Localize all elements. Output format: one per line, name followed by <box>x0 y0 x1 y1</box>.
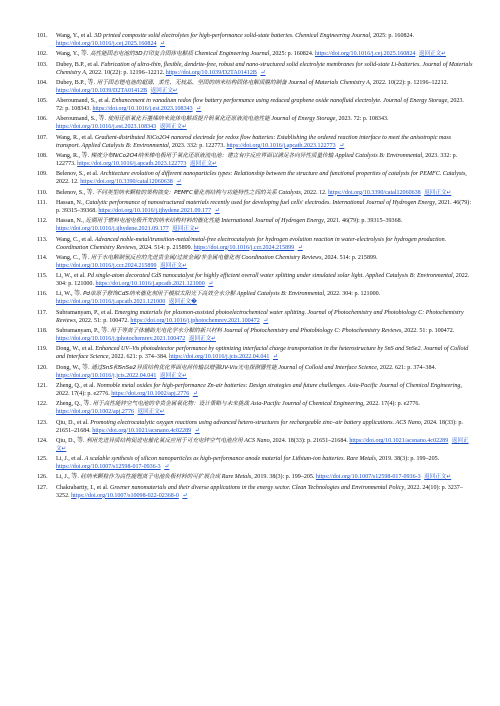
doi-link[interactable]: https://doi.org/10.3390/catal12060638 <box>80 179 173 186</box>
reference-journal: Journal of Energy Storage <box>271 116 336 123</box>
reference-details: , 2022. 51: p. 100472. <box>401 328 455 335</box>
reference-number: 110. <box>37 189 48 196</box>
reference-authors: Dong, W., et al. <box>56 346 94 353</box>
doi-link[interactable]: https://doi.org/10.1016/j.cej.2025.160824 <box>56 41 157 47</box>
reference-number: 116. <box>37 291 48 298</box>
reference-title: 用于等离子体辅助光电化学水分解的新兴材料 <box>110 328 223 335</box>
reference-title: 使用还原氧化石墨烯纳米流体电解质提升钒氧化还原液流电池性能 <box>107 116 270 123</box>
reference-title: Enhanced UV–Vis photodetector performance by optimizing interfacial charge transportation in the heterostructure by SnS and SnSe2. <box>95 346 423 353</box>
reference-authors: Hassan, N., <box>56 218 84 225</box>
reference-details: , 2022. 10(22): p. 12196–12212. <box>369 79 449 86</box>
reference-journal: Journal of Energy Storage <box>383 98 448 105</box>
reference-journal: Clean Technologies and Environmental Policy <box>291 484 405 491</box>
reference-authors: Wang, R., 等. <box>56 153 90 160</box>
reference-title: Emerging materials for plasmon-assisted photoelectrochemical water splitting. <box>114 309 306 316</box>
reference-title: Catalytic performance of nanostructured materials recently used for developing fuel cells' electrodes. <box>85 199 331 206</box>
reference-entry <box>37 437 473 453</box>
return-to-text-link[interactable]: ↵ <box>339 142 345 149</box>
reference-entry <box>37 484 473 500</box>
doi-link[interactable]: https://doi.org/10.1039/D2TA01412B <box>165 69 257 76</box>
doi-link[interactable]: https://doi.org/10.1016/j.apcatb.2021.121000 <box>56 299 166 306</box>
return-to-text-link[interactable]: ↵ <box>260 69 266 76</box>
reference-details: , 2022. 51: p. 100472. <box>75 317 129 324</box>
return-to-text-link[interactable]: ↵ <box>263 317 269 324</box>
reference-number: 101. <box>37 33 48 39</box>
reference-entry <box>37 217 473 233</box>
reference-authors: Li, J., 等. <box>56 474 79 481</box>
reference-details: , 2019. 38(3): p. 199–205. <box>375 456 440 463</box>
return-to-text-link[interactable]: ↵ <box>297 244 303 251</box>
reference-details: , 2022. 17(4): p. e2776. <box>363 401 420 408</box>
doi-link[interactable]: https://doi.org/10.1007/s12598-017-0936-3 <box>315 474 421 481</box>
return-to-text-link[interactable]: 返回正文↵ <box>137 409 165 416</box>
reference-number: 123. <box>37 419 48 426</box>
return-to-text-link[interactable]: ↵ <box>272 354 278 361</box>
reference-authors: Wang, R., et al. <box>56 134 94 141</box>
reference-number: 117. <box>37 309 48 316</box>
doi-link[interactable]: https://doi.org/10.1016/j.jcis.2022.04.041 <box>56 372 157 379</box>
reference-number: 127. <box>37 484 48 491</box>
return-to-text-link[interactable]: 返回正文↵ <box>189 161 217 168</box>
return-to-text-link[interactable]: 返回正文� <box>168 299 197 306</box>
return-to-text-link[interactable]: ↵ <box>208 281 214 288</box>
reference-details: , 2024. 514: p. 215899. <box>136 244 193 251</box>
reference-entry <box>37 61 473 77</box>
reference-entry <box>37 79 473 95</box>
reference-title: 3D printed composite solid electrolytes for high-performance solid-state batteries. <box>94 33 294 39</box>
reference-entry <box>37 364 473 380</box>
reference-authors: Chakrabartty, I., et al. <box>56 484 109 491</box>
return-to-text-link[interactable]: 返回正文↵ <box>424 474 452 481</box>
doi-link[interactable]: https://doi.org/10.1021/acsnano.4c02289 <box>92 427 192 434</box>
return-to-text-link[interactable]: ↵ <box>214 207 220 214</box>
reference-entry <box>37 382 473 398</box>
reference-journal: Applied Catalysis B: Environmental <box>81 142 169 149</box>
reference-authors: Li, W., 等. <box>56 291 82 298</box>
reference-number: 104. <box>37 79 48 86</box>
doi-link[interactable]: https://doi.org/10.1016/j.apcatb.2023.122773 <box>77 161 187 168</box>
return-to-text-link[interactable]: ↵ <box>194 427 200 434</box>
reference-number: 126. <box>37 474 48 481</box>
reference-journal: Coordination Chemistry Reviews <box>241 254 322 261</box>
doi-link[interactable]: https://doi.org/10.1016/j.est.2023.108343 <box>56 124 157 131</box>
reference-title: A scalable synthesis of silicon nanoparticles as high-performance anode material for Lithium-ion batteries. <box>84 456 345 463</box>
reference-title: 通过SnS和SnSe2异质结构优化界面电荷传输以增强UV-Vis光电探测器性能 <box>91 364 277 371</box>
reference-entry <box>37 419 473 435</box>
doi-link[interactable]: https://doi.org/10.1016/j.apcatb.2023.122773 <box>226 142 336 149</box>
reference-details: , 2022. 621: p. 374–384. <box>376 364 437 371</box>
doi-link[interactable]: https://doi.org/10.1016/j.ccr.2024.215899 <box>193 244 295 251</box>
doi-link[interactable]: https://doi.org/10.1002/apj.2776 <box>56 409 134 416</box>
reference-title: 用于水电解制氢反应的先进贵金属/过渡金属/非金属电催化剂 <box>90 254 240 261</box>
doi-link[interactable]: https://doi.org/10.1021/acsnano.4c02289 <box>349 437 449 444</box>
reference-authors: Belenov, S., et al. <box>56 171 99 178</box>
return-to-text-link[interactable]: 返回正文↵ <box>160 262 188 269</box>
reference-details: , 2022. 17(4): p. e2776. <box>56 382 462 397</box>
reference-journal: Asia-Pacific Journal of Chemical Engineering <box>347 382 461 389</box>
reference-journal: International Journal of Hydrogen Energy <box>221 218 324 225</box>
reference-journal: International Journal of Hydrogen Energy <box>332 199 436 206</box>
doi-link[interactable]: https://doi.org/10.1016/j.ccr.2024.215899 <box>56 262 157 269</box>
reference-entry <box>37 272 473 288</box>
reference-journal: ACS Nano <box>244 437 270 444</box>
reference-details: , 2021. 46(79): p. 39315–39368. <box>323 218 403 225</box>
reference-title: Gradient-distributed NiCo2O4 nanorod electrode for redox flow batteries: Establishing the ordered reaction interface to meet the anisotropic mass transport. <box>56 134 452 149</box>
reference-authors: Aberoumand, S., 等. <box>56 116 107 123</box>
reference-authors: Zheng, Q., 等. <box>56 401 91 408</box>
reference-journal: Rare Metals <box>346 456 376 463</box>
reference-authors: Hassan, N., <box>56 199 84 206</box>
doi-link[interactable]: https://doi.org/10.1016/j.jcis.2022.04.041 <box>169 354 270 361</box>
reference-title: Nonnoble metal oxides for high-performance Zn-air batteries: Design strategies and future challenges. <box>96 382 347 389</box>
reference-entry <box>37 473 473 481</box>
doi-link[interactable]: https://doi.org/10.1039/D2TA01412B <box>56 87 148 94</box>
reference-title: 用于固态锂电池的超薄、柔性、无枝晶、坚固的纳米结构固体电解质膜的制备 <box>96 79 287 86</box>
reference-entry <box>37 254 473 270</box>
reference-details: , 2025: p. 160824. <box>370 33 415 39</box>
doi-link[interactable]: https://doi.org/10.1016/j.jphotochemrev.2021.100472 <box>130 317 260 324</box>
reference-number: 118. <box>37 328 48 335</box>
return-to-text-link[interactable]: 返回正文↵ <box>159 372 187 379</box>
reference-journal: Journal of Materials Chemistry A <box>56 61 473 76</box>
reference-authors: Li, J., et al. <box>56 456 84 463</box>
return-to-text-link[interactable]: 返回正文↵ <box>150 87 178 94</box>
reference-journal: Journal of Photochemistry and Photobiology C: Photochemistry Reviews <box>56 309 464 324</box>
reference-authors: Zheng, Q., et al. <box>56 382 96 389</box>
reference-entry <box>37 170 473 186</box>
reference-journal: Applied Catalysis B: Environmental <box>334 153 423 160</box>
reference-details: , 2021. 46(79): p. 39315–39368. <box>56 199 472 214</box>
reference-journal: Chemical Engineering Journal <box>194 51 270 58</box>
reference-details: , 2022. 304: p. 121000. <box>324 291 381 298</box>
return-to-text-link[interactable]: 返回正文↵ <box>172 226 200 233</box>
reference-number: 120. <box>37 364 48 371</box>
return-to-text-link[interactable]: ↵ <box>176 179 182 186</box>
reference-number: 122. <box>37 401 48 408</box>
reference-journal: Rare Metals <box>221 474 252 481</box>
reference-journal: Asia-Pacific Journal of Chemical Engineering <box>250 401 364 408</box>
reference-list <box>37 32 473 500</box>
reference-number: 105. <box>37 98 48 105</box>
reference-authors: Dubey, B.P., et al. <box>56 61 100 68</box>
reference-details: , 2025: p. 160824. <box>269 51 314 58</box>
reference-details: , 2024. 18(33): p. 21651–21684. <box>56 419 463 434</box>
reference-number: 119. <box>37 346 48 353</box>
reference-entry <box>37 236 473 252</box>
reference-authors: Subramanyam, P., et al. <box>56 309 113 316</box>
reference-title: 利用先进异质结构促进电催化氧反应用于可充电锌空气电池应用 <box>86 437 243 444</box>
reference-entry <box>37 134 473 150</box>
reference-entry <box>37 115 473 131</box>
reference-details: , 2022. 24(10): p. 3237–3252. <box>56 484 463 499</box>
reference-number: 107. <box>37 134 48 141</box>
doi-link[interactable]: https://doi.org/10.1016/j.apcatb.2021.121000 <box>95 281 205 288</box>
reference-number: 114. <box>37 254 48 261</box>
reference-entry <box>37 327 473 343</box>
reference-authors: Dubey, B.P., 等. <box>56 79 96 86</box>
return-to-text-link[interactable]: 返回正文↵ <box>56 437 469 452</box>
doi-link[interactable]: https://doi.org/10.1007/s12598-017-0936-3 <box>56 464 161 471</box>
reference-title: 高性能固态电池的3D打印复合固体电解质 <box>89 51 193 58</box>
reference-authors: Qiu, D., 等. <box>56 437 85 444</box>
reference-number: 112. <box>37 218 48 225</box>
reference-journal: Coordination Chemistry Reviews <box>56 244 137 251</box>
reference-authors: Wang, Y., et al. <box>56 33 93 39</box>
return-to-text-link[interactable]: 返回正文↵ <box>188 336 216 343</box>
doi-link[interactable]: https://doi.org/10.1016/j.jphotochemrev.2021.100472 <box>56 336 186 343</box>
reference-title: Enhancement in vanadium redox flow battery performance using reduced graphene oxide nanofluid electrolyte. <box>111 98 382 105</box>
reference-details: , 2022. 12. <box>300 189 327 196</box>
reference-title: Architecture evolution of different nanoparticles types: Relationship between the structure and functional properties of catalysts for PEMFC. <box>99 171 442 178</box>
reference-entry <box>37 400 473 416</box>
reference-details: , 2022. 304: p. 121000. <box>56 273 470 288</box>
reference-journal: Catalysts <box>442 171 466 178</box>
reference-details: , 2022. 12. <box>56 171 467 186</box>
doi-link[interactable]: https://doi.org/10.1007/s10098-022-02368-0 <box>71 492 179 499</box>
reference-authors: Aberoumand, S., et al. <box>56 98 111 105</box>
reference-number: 113. <box>37 236 48 243</box>
reference-number: 103. <box>37 61 48 68</box>
reference-authors: Subramanyam, P., 等. <box>56 328 109 335</box>
reference-journal: Journal of Colloid and Interface Science <box>56 346 469 361</box>
reference-title: 硅纳米颗粒作为高性能锂离子电池负极材料的可扩展合成 <box>80 474 221 481</box>
doi-link[interactable]: https://doi.org/10.1002/apj.2776 <box>111 390 190 397</box>
reference-journal: Catalysts <box>278 189 301 196</box>
reference-entry <box>37 32 473 48</box>
reference-title: Pd单原子修饰CdS纳米催化剂用于模拟太阳光下高效全水分解 <box>83 291 236 298</box>
reference-journal: ACS Nano <box>395 419 421 426</box>
reference-title: 用于高性能锌空气电池的非贵金属氧化物：设计策略与未来挑战 <box>92 401 250 408</box>
doi-link[interactable]: https://doi.org/10.1016/j.est.2023.108343 <box>92 106 193 113</box>
return-to-text-link[interactable]: 返回正文↵ <box>159 124 187 131</box>
doi-link[interactable]: https://doi.org/10.3390/catal12060638 <box>328 189 421 196</box>
reference-journal: Journal of Colloid and Interface Science <box>278 364 377 371</box>
reference-entry <box>37 97 473 113</box>
return-to-text-link[interactable]: ↵ <box>182 492 188 499</box>
reference-authors: Wang, Y., 等. <box>56 51 89 58</box>
reference-journal: Journal of Photochemistry and Photobiology C: Photochemistry Reviews <box>223 328 402 335</box>
reference-entry <box>37 189 473 197</box>
reference-entry <box>37 152 473 168</box>
reference-title: 梯度分布NiCo2O4纳米棒电极用于氧化还原液流电池：建立有序反应界面以满足各向异性质量传输 <box>90 153 334 160</box>
reference-details: , 2023. 332: p. 122773. <box>168 142 225 149</box>
reference-journal: Journal of Materials Chemistry A <box>288 79 370 86</box>
reference-entry <box>37 309 473 325</box>
reference-authors: Wang, C., 等. <box>56 254 90 261</box>
reference-number: 102. <box>37 51 48 58</box>
reference-details: , 2022. 10(22): p. 12196–12212. <box>85 69 165 76</box>
reference-title: Greener nanomaterials and their diverse applications in the energy sector. <box>110 484 291 491</box>
return-to-text-link[interactable]: 返回正文↵ <box>418 51 446 58</box>
reference-number: 121. <box>37 382 48 389</box>
reference-number: 124. <box>37 437 48 444</box>
reference-number: 115. <box>37 273 48 280</box>
reference-details: , 2023. 72: p. 108343. <box>56 98 464 113</box>
reference-number: 111. <box>37 199 48 206</box>
reference-journal: Applied Catalysis B: Environmental <box>365 273 453 280</box>
reference-authors: Li, W., et al. <box>56 273 86 280</box>
reference-entry <box>37 345 473 361</box>
return-to-text-link[interactable]: ↵ <box>164 464 170 471</box>
reference-details: , 2024. 18(33): p. 21651–21684. <box>269 437 348 444</box>
reference-authors: Wang, C., et al. <box>56 236 94 243</box>
reference-journal: Applied Catalysis B: Environmental <box>236 291 325 298</box>
doi-link[interactable]: https://doi.org/10.1016/j.ijhydene.2021.09.177 <box>98 207 212 214</box>
return-to-text-link[interactable]: ↵ <box>196 106 202 113</box>
reference-title: Pd single-atom decorated CdS nanocatalyst for highly efficient overall water splitting under simulated solar light. <box>87 273 364 280</box>
reference-title: Promoting electrocatalytic oxygen reactions using advanced hetero-structures for rechargeable zinc–air battery applications. <box>90 419 394 426</box>
reference-number: 106. <box>37 116 48 123</box>
return-to-text-link[interactable]: 返回正文↵ <box>424 189 452 196</box>
reference-entry <box>37 199 473 215</box>
reference-title: Fabrication of ultra-thin, flexible, dendrite-free, robust and nano-structured solid electrolyte membranes for solid-state Li-batteries. <box>100 61 421 68</box>
reference-details: , 2024. 514: p. 215899. <box>321 254 378 261</box>
reference-entry <box>37 290 473 306</box>
reference-title: Advanced noble-metal/transition-metal/metal-free electrocatalysts for hydrogen evolution reaction in water-electrolysis for hydrogen production. <box>94 236 447 243</box>
reference-authors: Qiu, D., et al. <box>56 419 89 426</box>
reference-title: 不同类型纳米颗粒的架构演变：PEMFC催化剂结构与功能特性之间的关系 <box>95 189 277 196</box>
reference-details: , 2023. 332: p. 122773. <box>56 153 458 168</box>
reference-number: 108. <box>37 153 48 160</box>
reference-entry <box>37 455 473 471</box>
return-to-text-link[interactable]: ↵ <box>160 41 166 47</box>
doi-link[interactable]: https://doi.org/10.1016/j.cej.2025.160824 <box>314 51 416 58</box>
return-to-text-link[interactable]: ↵ <box>192 390 198 397</box>
reference-authors: Belenov, S., 等. <box>56 189 95 196</box>
reference-authors: Dong, W., 等. <box>56 364 90 371</box>
doi-link[interactable]: https://doi.org/10.1016/j.ijhydene.2021.09.177 <box>56 226 169 233</box>
reference-title: 近期用于燃料电池电极开发的纳米结构材料的催化性能 <box>85 218 220 225</box>
reference-journal: Chemical Engineering Journal <box>295 33 371 39</box>
reference-entry <box>37 50 473 58</box>
reference-details: , 2022. 621: p. 374–384. <box>108 354 168 361</box>
reference-number: 109. <box>37 171 48 178</box>
reference-details: , 2019. 38(3): p. 199–205. <box>251 474 315 481</box>
reference-number: 125. <box>37 456 48 463</box>
reference-details: , 2023. 72: p. 108343. <box>335 116 389 123</box>
